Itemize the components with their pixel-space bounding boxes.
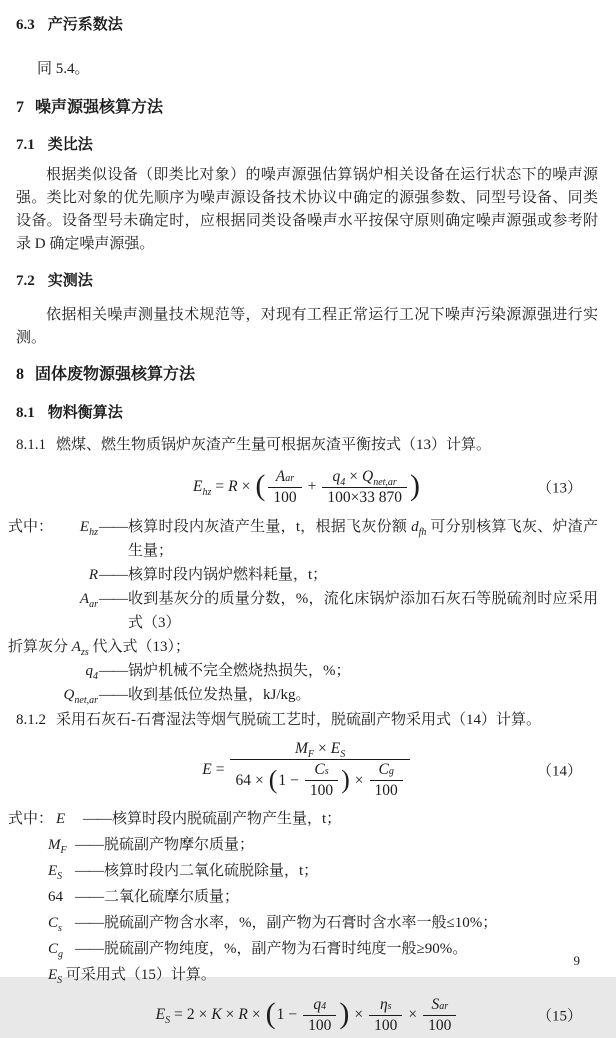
minus-sign: − bbox=[290, 771, 299, 789]
equals-sign: = bbox=[215, 761, 225, 778]
def-text-R: 核算时段内锅炉燃料耗量，t； bbox=[128, 567, 328, 583]
sym-ES: E bbox=[48, 863, 58, 879]
times-sign: × bbox=[251, 1006, 261, 1023]
def-text-Ehz bbox=[128, 515, 598, 563]
times-sign: × bbox=[354, 771, 364, 789]
var-Qnetar-sub: net,ar bbox=[373, 476, 397, 488]
equals-sign: = bbox=[174, 1006, 183, 1023]
equation-13 bbox=[16, 461, 598, 513]
const-64: 64 bbox=[235, 771, 251, 789]
var-MF-sub: F bbox=[307, 749, 315, 761]
minus-sign: − bbox=[288, 1006, 298, 1023]
times-sign: × bbox=[354, 1006, 364, 1023]
paragraph-8-1-2-number: 8.1.2 bbox=[16, 712, 46, 728]
const-1: 1 bbox=[276, 1006, 285, 1023]
heading-8-1-number: 8.1 bbox=[16, 405, 35, 421]
var-Cg: C bbox=[378, 761, 389, 778]
times-sign: × bbox=[408, 1006, 418, 1023]
definition-row-ES bbox=[48, 858, 598, 884]
sym-Azs-sub: zs bbox=[80, 647, 89, 658]
equation-15 bbox=[16, 992, 598, 1038]
heading-7-1-title: 类比法 bbox=[47, 136, 93, 153]
denominator-100: 100 bbox=[423, 1015, 456, 1035]
plus-sign: + bbox=[307, 478, 317, 495]
sym-Azs: A bbox=[71, 639, 81, 655]
heading-7-2-number: 7.2 bbox=[16, 273, 35, 289]
sym-Ehz: E bbox=[79, 519, 90, 535]
definition-list-13 bbox=[8, 515, 598, 707]
def-text-q4: 锅炉机械不完全燃烧热损失，%； bbox=[128, 663, 351, 679]
times-sign: × bbox=[225, 1006, 235, 1023]
sym-ES-sub: S bbox=[57, 975, 63, 986]
cont-text: 折算灰分 bbox=[8, 639, 72, 655]
fraction-Cs-100: C s 100 bbox=[305, 761, 338, 800]
sym-q4: q bbox=[85, 663, 93, 679]
var-ES: E bbox=[330, 740, 341, 757]
def-text-E: 核算时段内脱硫副产物产生量，t； bbox=[112, 811, 342, 827]
equation-14-expression bbox=[202, 740, 412, 800]
sym-Cs: C bbox=[48, 915, 59, 931]
def-dash: —— bbox=[99, 591, 127, 607]
def-text-ES: 核算时段内二氧化硫脱除量，t； bbox=[104, 863, 319, 879]
sym-ES: E bbox=[48, 967, 58, 983]
definition-row-R bbox=[56, 563, 598, 587]
var-Cs: C bbox=[314, 761, 325, 778]
def-text-Qnetar: 收到基低位发热量，kJ/kg。 bbox=[128, 687, 311, 703]
def-text-part: 核算时段内灰渣产生量，t，根据飞灰份额 bbox=[128, 519, 412, 535]
sym-dfh: d bbox=[411, 519, 419, 535]
definition-row-E bbox=[8, 806, 598, 832]
def-dash: —— bbox=[75, 941, 103, 957]
fraction-Sar-100: S ar 100 bbox=[423, 996, 456, 1035]
heading-8-number: 8 bbox=[16, 366, 24, 383]
fraction-Cg-100: C g 100 bbox=[370, 761, 403, 800]
heading-6-3-title: 产污系数法 bbox=[47, 16, 123, 33]
paragraph-8-1-2-text: 采用石灰石-石膏湿法等烟气脱硫工艺时，脱硫副产物采用式（14）计算。 bbox=[56, 712, 541, 728]
sym-MF-sub: F bbox=[60, 845, 67, 856]
definition-row-Cs bbox=[48, 910, 598, 936]
equation-13-expression: $E_{hz}$ = R × ( A ar 100 + $q_4$ × $Q_{net,ar}$ 100×33 870 ) bbox=[193, 467, 420, 506]
denominator-100: 100 bbox=[369, 1015, 402, 1035]
times-sign: × bbox=[318, 740, 327, 757]
def-dash: —— bbox=[75, 837, 103, 853]
var-ES-sub: S bbox=[165, 1015, 171, 1027]
var-Ehz: E bbox=[193, 478, 203, 495]
denominator-100: 100 bbox=[370, 780, 403, 800]
sym-MF: M bbox=[48, 837, 61, 853]
heading-7-2 bbox=[16, 270, 598, 292]
equation-15-expression: $E_S$ = 2 × K × R × ( 1 − q 4 100 ) × η s 100 × S ar 100 bbox=[156, 996, 459, 1035]
definition-row-Aar bbox=[56, 587, 598, 635]
def-dash: —— bbox=[75, 863, 103, 879]
var-K: K bbox=[211, 1006, 222, 1023]
paragraph-8-1-1-number: 8.1.1 bbox=[16, 437, 46, 453]
var-R: R bbox=[228, 478, 238, 495]
sym-Aar-sub: ar bbox=[89, 599, 98, 610]
sym-Ehz-sub: hz bbox=[89, 527, 98, 538]
heading-8-title: 固体废物源强核算方法 bbox=[35, 366, 196, 383]
sym-ES-sub: S bbox=[57, 871, 63, 882]
sym-Aar: A bbox=[79, 591, 90, 607]
where-label: 式中： bbox=[8, 811, 54, 827]
definition-row-Ehz bbox=[8, 515, 598, 563]
definition-row-Qnetar bbox=[56, 683, 598, 707]
sym-Qnetar: Q bbox=[63, 687, 75, 703]
const-2: 2 bbox=[186, 1006, 195, 1023]
var-MF: M bbox=[294, 740, 308, 757]
fraction-etas-100: η s 100 bbox=[369, 996, 402, 1035]
var-Sar: S bbox=[431, 995, 440, 1013]
denominator-33870: 100×33 870 bbox=[322, 487, 407, 507]
paragraph-8-1-2 bbox=[16, 709, 598, 732]
var-q4-sub: 4 bbox=[340, 476, 346, 488]
var-ES: E bbox=[155, 1006, 166, 1023]
def-dash: —— bbox=[99, 519, 127, 535]
sym-Qnetar-sub: net,ar bbox=[74, 695, 98, 706]
sym-q4-sub: 4 bbox=[93, 671, 98, 682]
definition-row-q4 bbox=[56, 659, 598, 683]
definition-row-Cg bbox=[48, 936, 598, 962]
def-text-64: 二氧化硫摩尔质量； bbox=[104, 889, 240, 905]
fraction-main-14 bbox=[230, 740, 409, 800]
definition-list-14 bbox=[8, 806, 598, 988]
paragraph-7-2: 依据相关噪声测量技术规范等，对现有工程正常运行工况下噪声污染源源强进行实测。 bbox=[16, 307, 598, 346]
times-sign: × bbox=[198, 1006, 208, 1023]
paragraph-7-1: 根据类似设备（即类比对象）的噪声源强估算锅炉相关设备在运行状态下的噪声源强。类比对象的优先顺序为噪声源设备技术协议中确定的源强参数、同型号设备、同类设备。设备型号未确定时，应根据同类设备噪声水平按保守原则确定噪声源强或参考附录 D 确定噪声源强。 bbox=[16, 167, 598, 252]
def-text-MF: 脱硫副产物摩尔质量； bbox=[104, 837, 255, 853]
paragraph-8-1-1-text: 燃煤、燃生物质锅炉灰渣产生量可根据灰渣平衡按式（13）计算。 bbox=[56, 437, 492, 453]
var-R: R bbox=[238, 1006, 248, 1023]
definition-continuation-line bbox=[8, 635, 598, 659]
def-dash: —— bbox=[83, 811, 111, 827]
where-label: 式中： bbox=[8, 519, 54, 535]
heading-7-1 bbox=[16, 134, 598, 156]
def-dash: —— bbox=[75, 889, 103, 905]
var-ES-sub: S bbox=[340, 749, 346, 761]
def-dash: —— bbox=[99, 567, 127, 583]
definition-row-MF bbox=[48, 832, 598, 858]
denominator-100: 100 bbox=[268, 487, 301, 507]
closing-text: 可采用式（15）计算。 bbox=[62, 967, 216, 983]
sym-E: E bbox=[56, 811, 66, 827]
equation-15-number: （15） bbox=[536, 1008, 582, 1025]
def-text-part: 可分别核算飞灰、炉渣产生量； bbox=[128, 519, 598, 559]
denominator-14: 64 × ( 1 − C s 100 ) × C g 100 bbox=[230, 759, 409, 800]
def-text-Aar: 收到基灰分的质量分数，%，流化床锅炉添加石灰石等脱硫剂时应采用式（3） bbox=[128, 591, 598, 631]
paragraph-8-1-1 bbox=[16, 434, 598, 457]
sym-Cg: C bbox=[48, 941, 59, 957]
times-sign: × bbox=[241, 478, 251, 495]
const-1: 1 bbox=[278, 771, 287, 789]
sym-Cg-sub: g bbox=[58, 949, 64, 960]
equation-14-number: （14） bbox=[536, 763, 582, 780]
var-Ehz-sub: hz bbox=[202, 487, 212, 499]
equals-sign: = bbox=[215, 478, 225, 495]
def-dash: —— bbox=[99, 687, 127, 703]
heading-6-3-number: 6.3 bbox=[16, 17, 35, 33]
paragraph-6-3: 同 5.4。 bbox=[37, 61, 90, 77]
sym-dfh-sub: fh bbox=[418, 527, 427, 538]
sym-Cs-sub: s bbox=[58, 923, 62, 934]
heading-8-1-title: 物料衡算法 bbox=[47, 404, 123, 421]
heading-7-1-number: 7.1 bbox=[16, 137, 35, 153]
equation-14 bbox=[16, 736, 598, 804]
var-q4: q bbox=[313, 995, 322, 1013]
def-dash: —— bbox=[75, 915, 103, 931]
fraction-q4Qnet bbox=[322, 468, 407, 507]
times-sign: × bbox=[254, 771, 264, 789]
heading-7-title: 噪声源强核算方法 bbox=[35, 99, 164, 116]
cont-text: 代入式（13）； bbox=[88, 639, 190, 655]
var-E: E bbox=[202, 761, 212, 778]
def-dash: —— bbox=[99, 663, 127, 679]
fraction-Aar-100: A ar 100 bbox=[268, 468, 301, 507]
var-etas: η bbox=[379, 995, 388, 1013]
denominator-100: 100 bbox=[305, 780, 338, 800]
definition-row-64 bbox=[48, 884, 598, 910]
sym-R: R bbox=[88, 567, 98, 583]
heading-7-number: 7 bbox=[16, 99, 24, 116]
var-Qnetar: Q bbox=[362, 467, 374, 485]
def-text-Cs: 脱硫副产物含水率，%，副产物为石膏时含水率一般≤10%； bbox=[104, 915, 498, 931]
var-Aar: A bbox=[275, 467, 286, 485]
heading-8 bbox=[16, 364, 598, 386]
times-sign: × bbox=[349, 467, 359, 485]
heading-8-1 bbox=[16, 402, 598, 424]
heading-7-2-title: 实测法 bbox=[47, 272, 93, 289]
def-text-Cg: 脱硫副产物纯度，%，副产物为石膏时纯度一般≥90%。 bbox=[104, 941, 468, 957]
var-q4: q bbox=[332, 467, 341, 485]
heading-7 bbox=[16, 97, 598, 119]
denominator-100: 100 bbox=[303, 1015, 336, 1035]
page-number: 9 bbox=[573, 953, 580, 968]
heading-6-3 bbox=[16, 14, 598, 36]
definition-closing-line bbox=[48, 962, 598, 988]
equation-13-number: （13） bbox=[536, 480, 582, 497]
fraction-q4-100: q 4 100 bbox=[303, 996, 336, 1035]
sym-64: 64 bbox=[48, 889, 63, 905]
